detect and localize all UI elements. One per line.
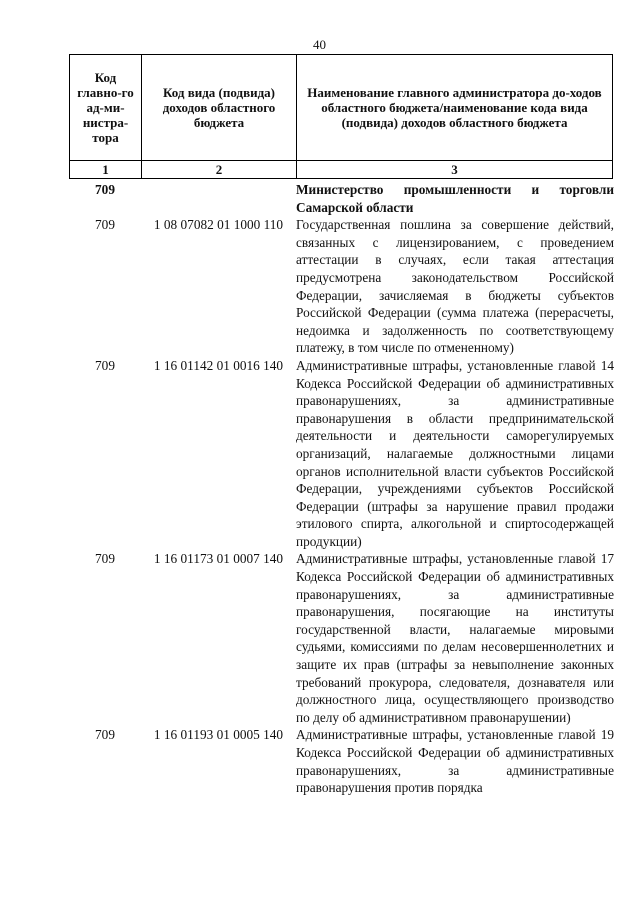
admin-code-cell: 709 [95, 727, 115, 743]
admin-code-cell: 709 [95, 182, 115, 197]
header-col-number-1: 1 [70, 161, 142, 179]
header-col-number-2: 2 [142, 161, 297, 179]
header-col-number-3: 3 [297, 161, 613, 179]
income-code-cell: 1 08 07082 01 1000 110 [153, 217, 284, 233]
table-header [69, 54, 613, 179]
income-code-cell: 1 16 01142 01 0016 140 [153, 357, 284, 373]
admin-code-cell: 709 [95, 551, 115, 567]
income-name-cell: Административные штрафы, установленные главой 19 Кодекса Российской Федерации об административных правонарушениях, за административные правонарушения против порядка [296, 727, 614, 796]
income-code-cell: 1 16 01173 01 0007 140 [153, 551, 284, 567]
header-name: Наименование главного администратора до-ходов областного бюджета/наименование кода вида (подвида) доходов областного бюджета [297, 55, 613, 161]
income-name-cell: Административные штрафы, установленные главой 14 Кодекса Российской Федерации об административных правонарушениях, за административные правонарушения в области предпринимательской деятельности и деятельности саморегулируемых организаций, налагаемые должностными лицами органов исполнительной власти субъектов Российской Федерации, учреждениями субъектов Российской Федерации (штрафы за нарушение правил продажи этилового спирта, алкогольной и спиртосодержащей продукции) [296, 357, 614, 549]
income-name-cell: Министерство промышленности и торговли Самарской области [296, 182, 614, 215]
header-admin-code: Код главно-го ад-ми-нистра-тора [70, 55, 142, 161]
table-body [69, 181, 614, 797]
page-number: 40 [313, 37, 326, 52]
admin-code-cell: 709 [95, 217, 115, 233]
admin-code-cell: 709 [95, 357, 115, 373]
income-name-cell: Государственная пошлина за совершение действий, связанных с лицензированием, с проведением аттестации в случаях, если такая аттестация предусмотрена законодательством Российской Федерации, зачисляемая в бюджеты субъектов Российской Федерации (сумма платежа (перерасчеты, недоимка и задолженность по соответствующему платежу, в том числе по отмененному) [296, 217, 614, 356]
header-income-code: Код вида (подвида) доходов областного бюджета [142, 55, 297, 161]
income-name-cell: Административные штрафы, установленные главой 17 Кодекса Российской Федерации об административных правонарушениях, за административные правонарушения, посягающие на институты государственной власти, налагаемые мировыми судьями, комиссиями по делам несовершеннолетних и защите их прав (штрафы за невыполнение законных требований прокурора, следователя, дознавателя или должностного лица, осуществляющего производство по делу об административном правонарушении) [296, 551, 614, 725]
income-code-cell [141, 181, 296, 216]
table-row [69, 181, 614, 216]
table-row [69, 357, 614, 551]
table-row [69, 216, 614, 357]
table-row [69, 550, 614, 726]
income-code-cell: 1 16 01193 01 0005 140 [153, 727, 284, 743]
table-row [69, 726, 614, 796]
